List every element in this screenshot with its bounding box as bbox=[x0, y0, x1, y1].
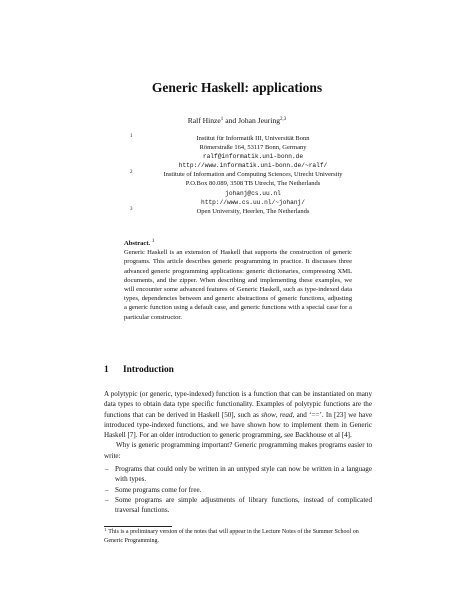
section-body bbox=[104, 389, 372, 516]
affiliation-mark: 1 bbox=[130, 134, 133, 139]
bullet-list bbox=[104, 464, 372, 515]
footnote-divider bbox=[104, 526, 172, 527]
affiliation-1 bbox=[120, 134, 370, 170]
list-item-text: Programs that could only be written in an untyped style can now be written in a language with types. bbox=[115, 465, 372, 484]
email-address: ralf@informatik.uni-bonn.de bbox=[202, 153, 304, 161]
affiliation-3 bbox=[120, 207, 370, 216]
paragraph: Why is generic programming important? Generic programming makes programs easier to write: bbox=[104, 441, 372, 460]
bullet-dash: – bbox=[105, 495, 109, 504]
homepage-url: http://www.cs.uu.nl/~johanj/ bbox=[201, 198, 305, 206]
bullet-dash: – bbox=[105, 465, 109, 474]
function-name-show: show bbox=[261, 410, 276, 419]
affiliation-block bbox=[120, 134, 370, 216]
homepage-url: http://www.informatik.uni-bonn.de/~ralf/ bbox=[178, 162, 328, 170]
abstract-text: Generic Haskell is an extension of Haskell that supports the construction of generic programs. This article describes generic programming in practice. It discusses three advanced generic programming applications: generic dictionaries, compressing XML documents, and the zipper. When describing and implementing these examples, we will encounter some advanced features of Generic Haskell, such as type-indexed data types, dependencies between and generic abstractions of generic functions, adjusting a generic function using a default case, and generic functions with a special case for a particular constructor. bbox=[124, 249, 352, 321]
footnote bbox=[104, 528, 374, 545]
paragraph-text: , bbox=[275, 410, 280, 419]
paragraph-text: ’. In [23] we have introduced type-indexed functions, and we have shown how to implement them in Generic Haskell [7]. For an older introduction to generic programming, see Backhouse et al [4]. bbox=[104, 410, 373, 440]
affiliation-line: P.O.Box 80.089, 3508 TB Utrecht, The Netherlands bbox=[185, 180, 321, 188]
author-affil-mark: 1 bbox=[220, 117, 224, 122]
function-name-eq: == bbox=[311, 410, 320, 419]
section-number: 1 bbox=[104, 365, 109, 375]
affiliation-mark: 3 bbox=[130, 206, 133, 212]
list-item bbox=[104, 485, 372, 495]
footnote-mark: 1 bbox=[151, 239, 155, 244]
paragraph bbox=[104, 389, 372, 440]
footnote-text: This is a preliminary version of the notes that will appear in the Lecture Notes of the Summer School on Generic Programming. bbox=[104, 529, 359, 544]
abstract bbox=[124, 239, 352, 322]
list-item-text: Some programs come for free. bbox=[115, 485, 202, 494]
email-address: johanj@cs.uu.nl bbox=[225, 189, 281, 197]
author-name: Ralf Hinze bbox=[187, 116, 221, 125]
author-affil-mark: 2,3 bbox=[280, 117, 287, 122]
paper-title: Generic Haskell: applications bbox=[151, 80, 323, 95]
affiliation-line: Institut für Informatik III, Universität Bonn bbox=[196, 135, 310, 142]
bullet-dash: – bbox=[105, 485, 109, 494]
section-heading bbox=[104, 365, 174, 375]
affiliation-line: Open University, Heerlen, The Netherlands bbox=[196, 207, 310, 215]
author-name: Johan Jeuring bbox=[238, 116, 281, 125]
author-line bbox=[0, 116, 474, 125]
paragraph-text: A polytypic (or generic, type-indexed) function is a function that can be instantiated on many data types to obtain data type specific functionality. Examples of polytypic functions are the functions that can be derived in Haskell [50], such as bbox=[104, 390, 372, 419]
list-item bbox=[104, 495, 372, 516]
list-item-text: Some programs are simple adjustments of library functions, instead of complicated traversal functions. bbox=[115, 495, 372, 515]
abstract-heading: Abstract. bbox=[124, 240, 151, 247]
affiliation-mark: 2 bbox=[130, 170, 133, 176]
affiliation-line: Institute of Information and Computing Sciences, Utrecht University bbox=[163, 171, 343, 179]
author-conjunction: and bbox=[223, 116, 239, 125]
footnote-mark: 1 bbox=[104, 526, 107, 532]
list-item bbox=[104, 464, 372, 485]
affiliation-line: Römerstraße 164, 53117 Bonn, Germany bbox=[199, 144, 307, 152]
section-title: Introduction bbox=[123, 365, 174, 375]
paragraph-text: , and ‘ bbox=[292, 410, 312, 419]
affiliation-2 bbox=[120, 170, 370, 206]
function-name-read: read bbox=[279, 410, 293, 419]
